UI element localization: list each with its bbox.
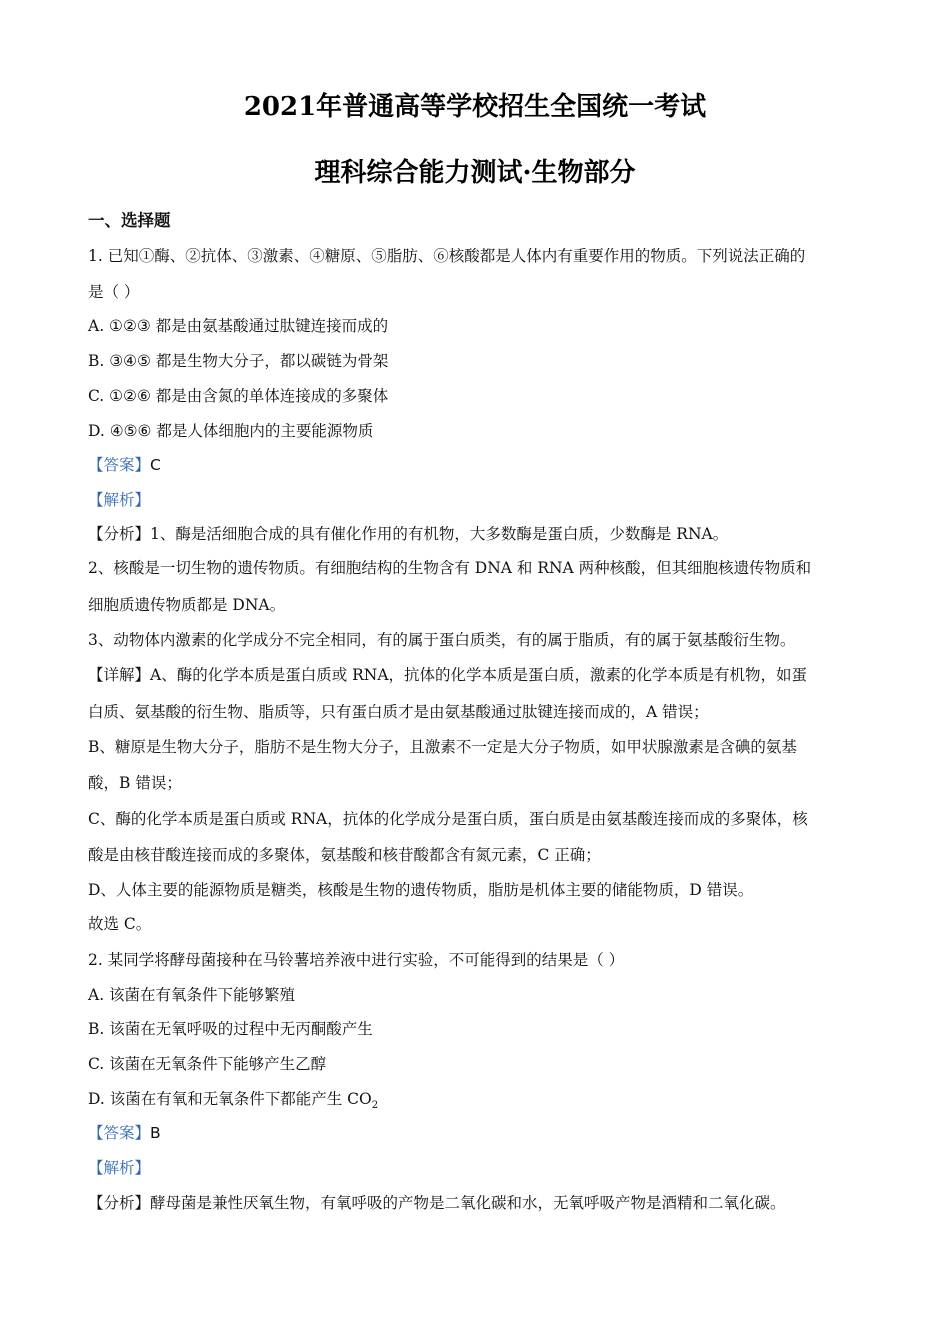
q1-stem-line2: 是（ ） bbox=[88, 283, 140, 301]
q1-analysis-line1: 【分析】1、酶是活细胞合成的具有催化作用的有机物，大多数酶是蛋白质，少数酶是 RNA。 bbox=[88, 525, 729, 543]
q2-option-c: C. 该菌在无氧条件下能够产生乙醇 bbox=[88, 1055, 327, 1073]
q2-analysis: 【分析】酵母菌是兼性厌氧生物，有氧呼吸的产物是二氧化碳和水，无氧呼吸产物是酒精和二氧化碳。 bbox=[88, 1194, 786, 1212]
q1-detail-line1: 【详解】A、酶的化学本质是蛋白质或 RNA，抗体的化学本质是蛋白质，激素的化学本质是有机物，如蛋 bbox=[88, 666, 808, 684]
q1-analysis-line4: 3、动物体内激素的化学成分不完全相同，有的属于蛋白质类，有的属于脂质，有的属于氨基酸衍生物。 bbox=[88, 631, 796, 649]
q2-answer-value: B bbox=[150, 1124, 161, 1142]
q1-option-d: D. ④⑤⑥ 都是人体细胞内的主要能源物质 bbox=[88, 422, 374, 440]
q1-detail-line4: 酸，B 错误； bbox=[88, 774, 182, 792]
q2-option-d-text: D. 该菌在有氧和无氧条件下都能产生 CO bbox=[88, 1090, 372, 1108]
q1-option-c: C. ①②⑥ 都是由含氮的单体连接成的多聚体 bbox=[88, 387, 389, 405]
q1-detail-line3: B、糖原是生物大分子，脂肪不是生物大分子，且激素不一定是大分子物质，如甲状腺激素是含碘的氨基 bbox=[88, 738, 797, 756]
q1-answer-line bbox=[88, 455, 161, 475]
q1-detail-line2: 白质、氨基酸的衍生物、脂质等，只有蛋白质才是由氨基酸通过肽键连接而成的，A 错误； bbox=[88, 703, 709, 721]
q1-detail-line7: D、人体主要的能源物质是糖类，核酸是生物的遗传物质，脂肪是机体主要的储能物质，D 错误。 bbox=[88, 881, 754, 899]
q1-option-b: B. ③④⑤ 都是生物大分子，都以碳链为骨架 bbox=[88, 352, 389, 370]
q2-jiexi-tag: 【解析】 bbox=[88, 1159, 151, 1177]
q2-option-d-subscript: 2 bbox=[371, 1100, 379, 1112]
q1-detail-line5: C、酶的化学本质是蛋白质或 RNA，抗体的化学成分是蛋白质，蛋白质是由氨基酸连接而成的多聚体，核 bbox=[88, 810, 808, 828]
section-heading: 一、选择题 bbox=[88, 211, 171, 230]
q2-stem: 2. 某同学将酵母菌接种在马铃薯培养液中进行实验，不可能得到的结果是（ ） bbox=[88, 951, 625, 969]
q1-analysis-line2: 2、核酸是一切生物的遗传物质。有细胞结构的生物含有 DNA 和 RNA 两种核酸，但其细胞核遗传物质和 bbox=[88, 559, 812, 577]
q2-option-d bbox=[88, 1089, 378, 1116]
q1-analysis-line3: 细胞质遗传物质都是 DNA。 bbox=[88, 596, 286, 614]
q1-detail-line6: 酸是由核苷酸连接而成的多聚体，氨基酸和核苷酸都含有氮元素，C 正确； bbox=[88, 846, 601, 864]
q1-answer-tag: 【答案】 bbox=[88, 456, 151, 474]
q1-option-a: A. ①②③ 都是由氨基酸通过肽键连接而成的 bbox=[88, 317, 389, 335]
exam-title: 2021年普通高等学校招生全国统一考试 bbox=[243, 92, 707, 122]
q1-jiexi-tag: 【解析】 bbox=[88, 491, 151, 509]
exam-subtitle: 理科综合能力测试·生物部分 bbox=[314, 158, 636, 188]
q1-answer-value: C bbox=[150, 456, 161, 474]
q2-answer-tag: 【答案】 bbox=[88, 1124, 151, 1142]
q1-stem-line1: 1. 已知①酶、②抗体、③激素、④糖原、⑤脂肪、⑥核酸都是人体内有重要作用的物质。下列说法正确的 bbox=[88, 247, 806, 265]
q2-option-a: A. 该菌在有氧条件下能够繁殖 bbox=[88, 986, 296, 1004]
q2-answer-line bbox=[88, 1123, 161, 1143]
q1-conclusion: 故选 C。 bbox=[88, 915, 152, 933]
q2-option-b: B. 该菌在无氧呼吸的过程中无丙酮酸产生 bbox=[88, 1020, 373, 1038]
